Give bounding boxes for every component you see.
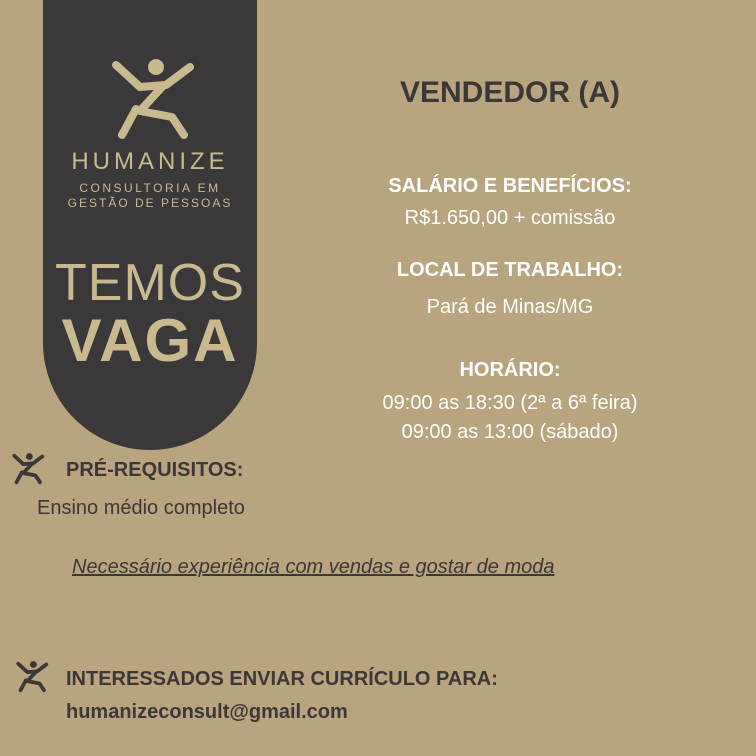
schedule-line1: 09:00 as 18:30 (2ª a 6ª feira): [382, 392, 638, 414]
schedule-label: HORÁRIO:: [459, 359, 561, 381]
experience-note: Necessário experiência com vendas e gostar de moda: [72, 556, 555, 578]
location-label: LOCAL DE TRABALHO:: [396, 259, 624, 281]
location-value: Pará de Minas/MG: [426, 296, 594, 318]
salary-label: SALÁRIO E BENEFÍCIOS:: [388, 175, 632, 197]
apply-email: humanizeconsult@gmail.com: [66, 701, 348, 723]
apply-label: INTERESSADOS ENVIAR CURRÍCULO PARA:: [66, 668, 498, 690]
brand-subtitle-line2: GESTÃO DE PESSOAS: [67, 196, 233, 210]
headline-vaga: VAGA: [61, 307, 239, 374]
brand-name: HUMANIZE: [71, 148, 229, 175]
humanize-figure-small-icon: [12, 452, 46, 486]
schedule-line2: 09:00 as 13:00 (sábado): [401, 421, 619, 443]
brand-subtitle-line1: CONSULTORIA EM: [79, 181, 221, 195]
salary-value: R$1.650,00 + comissão: [404, 207, 616, 229]
requirements-label: PRÉ-REQUISITOS:: [66, 459, 244, 481]
humanize-figure-icon: [110, 55, 200, 145]
headline-temos: TEMOS: [55, 254, 245, 312]
requirements-value: Ensino médio completo: [37, 497, 245, 519]
job-title: VENDEDOR (A): [399, 76, 620, 109]
humanize-figure-small-icon: [16, 660, 50, 694]
